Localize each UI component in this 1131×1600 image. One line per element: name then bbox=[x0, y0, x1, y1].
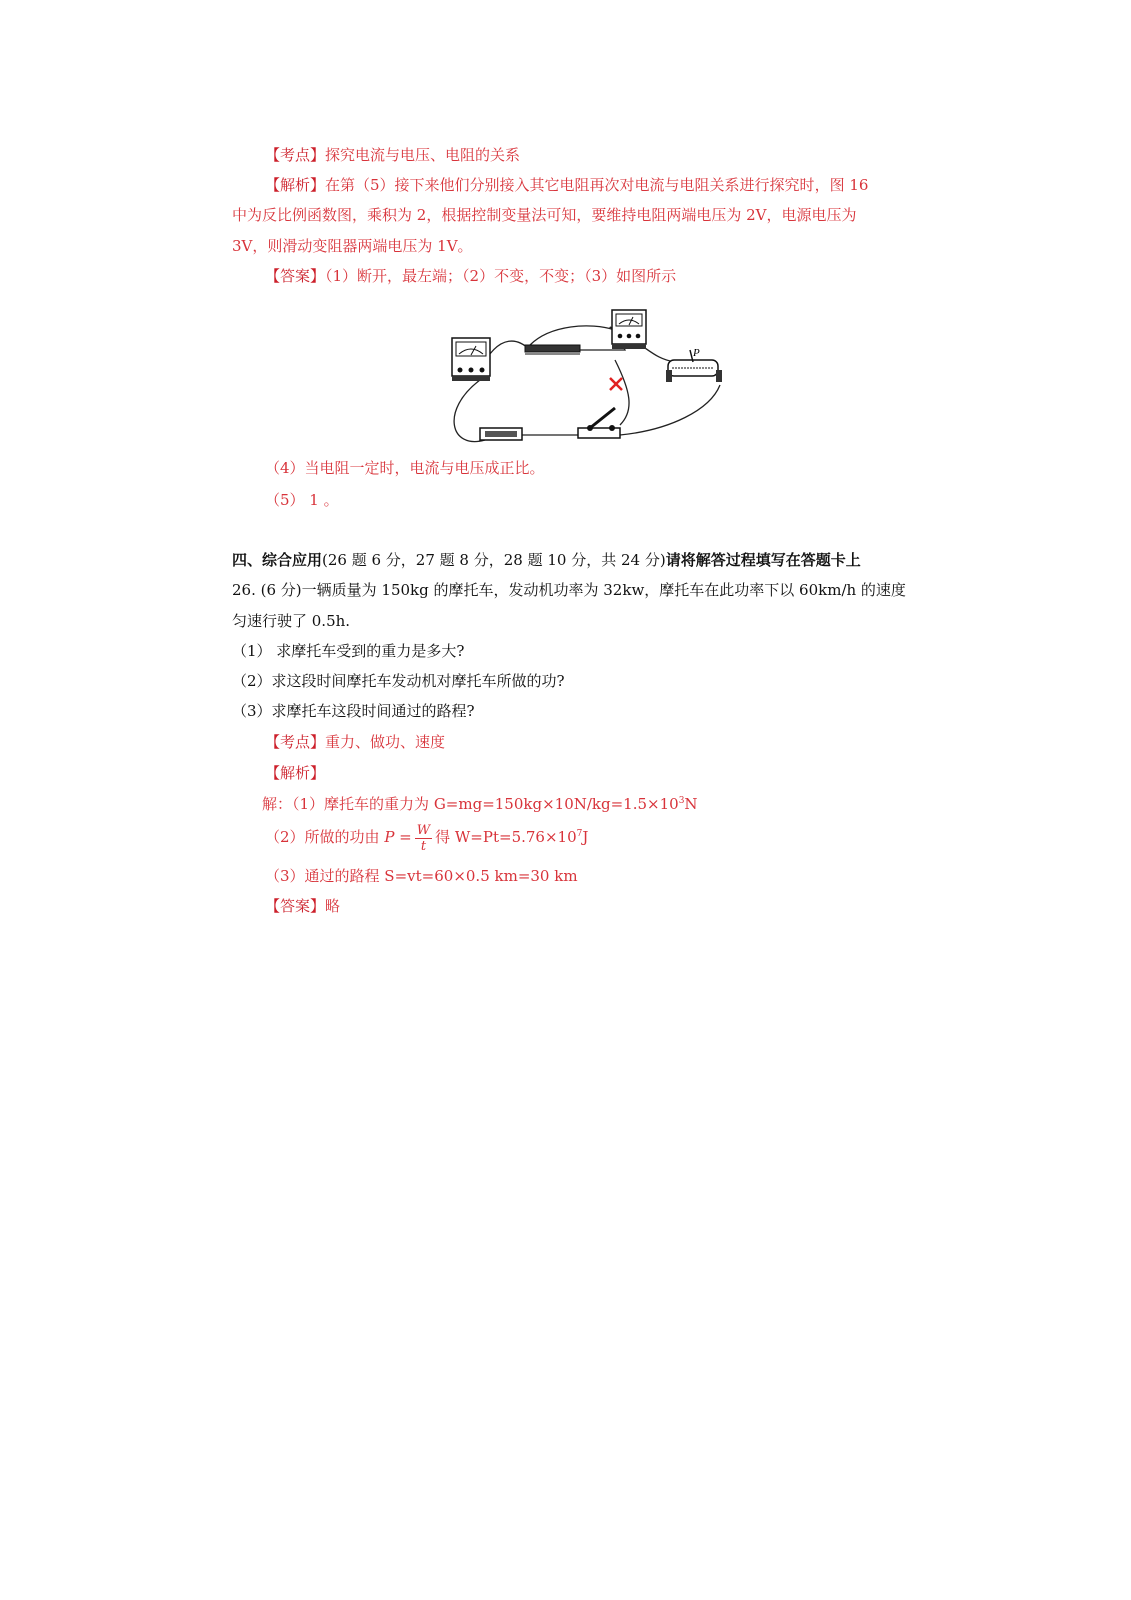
jiexi-line-2 bbox=[265, 763, 325, 783]
heading-bold-1: 四、综合应用 bbox=[232, 551, 323, 569]
jiexi-tag-2: 【解析】 bbox=[265, 764, 326, 782]
kaodian-text-2: 重力、做功、速度 bbox=[325, 733, 446, 751]
solution-2-post: J bbox=[582, 828, 589, 846]
heading-bold-2: 请将解答过程填写在答题卡上 bbox=[665, 551, 861, 569]
daan-line-1 bbox=[265, 266, 676, 286]
rheostat-icon bbox=[666, 347, 722, 382]
kaodian-line-2 bbox=[265, 732, 445, 752]
daan-text: （1）断开，最左端；（2）不变，不变；（3）如图所示 bbox=[325, 267, 677, 285]
ammeter-icon bbox=[452, 338, 490, 381]
solution-2-mid: 得 W=Pt=5.76×10 bbox=[435, 828, 577, 846]
sub-question-3: （3）求摩托车这段时间通过的路程? bbox=[232, 702, 475, 720]
jiexi-text-3: 3V，则滑动变阻器两端电压为 1V。 bbox=[232, 237, 473, 255]
jiexi-text-1: 在第（5）接下来他们分别接入其它电阻再次对电流与电阻关系进行探究时，图 16 bbox=[325, 176, 869, 194]
answer-5: （5） 1 。 bbox=[265, 491, 339, 509]
question-26-line-1: 26. (6 分)一辆质量为 150kg 的摩托车，发动机功率为 32kw，摩托车在此功率下以 60km/h 的速度 bbox=[232, 581, 906, 599]
jiexi-text-2: 中为反比例函数图，乘积为 2，根据控制变量法可知，要维持电阻两端电压为 2V，电源电压为 bbox=[232, 206, 857, 224]
kaodian-tag: 【考点】 bbox=[265, 146, 326, 164]
daan-line-2 bbox=[265, 896, 340, 916]
solution-1-pre: 解：（1）摩托车的重力为 G=mg=150kg×10N/kg=1.5×10 bbox=[262, 795, 679, 813]
jiexi-tag: 【解析】 bbox=[265, 176, 326, 194]
daan-text-2: 略 bbox=[325, 897, 341, 915]
solution-2-p: P = bbox=[384, 828, 412, 846]
switch-icon bbox=[578, 408, 620, 438]
kaodian-tag-2: 【考点】 bbox=[265, 733, 326, 751]
solution-2-sup: 7 bbox=[576, 829, 583, 839]
solution-1 bbox=[262, 794, 698, 814]
wire-switch-rheostat bbox=[620, 385, 720, 435]
daan-tag-2: 【答案】 bbox=[265, 897, 326, 915]
sub-question-2: （2）求这段时间摩托车发动机对摩托车所做的功? bbox=[232, 672, 565, 690]
kaodian-line-1 bbox=[265, 145, 520, 165]
sub-question-1: （1） 求摩托车受到的重力是多大? bbox=[232, 642, 465, 660]
wire-top-arc bbox=[530, 326, 615, 345]
battery-icon bbox=[480, 428, 522, 440]
wire-voltmeter-rheostat bbox=[645, 348, 675, 362]
fraction-denominator: t bbox=[420, 838, 427, 854]
section-heading bbox=[232, 550, 861, 570]
voltmeter-icon bbox=[612, 310, 646, 349]
fraction-w-over-t bbox=[415, 823, 432, 854]
solution-2 bbox=[265, 822, 588, 854]
fraction-numerator: W bbox=[416, 822, 431, 838]
resistor-icon bbox=[525, 345, 580, 355]
question-26-line-2: 匀速行驶了 0.5h. bbox=[232, 612, 351, 630]
solution-1-sup: 3 bbox=[678, 796, 685, 806]
solution-3: （3）通过的路程 S=vt=60×0.5 km=30 km bbox=[265, 867, 578, 885]
wire-voltmeter-switch bbox=[615, 360, 629, 425]
heading-mid: (26 题 6 分，27 题 8 分，28 题 10 分，共 24 分) bbox=[322, 551, 666, 569]
circuit-diagram bbox=[440, 300, 740, 460]
kaodian-text: 探究电流与电压、电阻的关系 bbox=[325, 146, 521, 164]
daan-tag: 【答案】 bbox=[265, 267, 326, 285]
slider-label-p: P bbox=[693, 347, 700, 359]
answer-4: （4）当电阻一定时，电流与电压成正比。 bbox=[265, 459, 545, 477]
solution-2-pre: （2）所做的功由 bbox=[265, 828, 385, 846]
jiexi-line-1 bbox=[265, 175, 868, 195]
solution-1-post: N bbox=[684, 795, 698, 813]
red-cross-icon bbox=[610, 378, 622, 390]
